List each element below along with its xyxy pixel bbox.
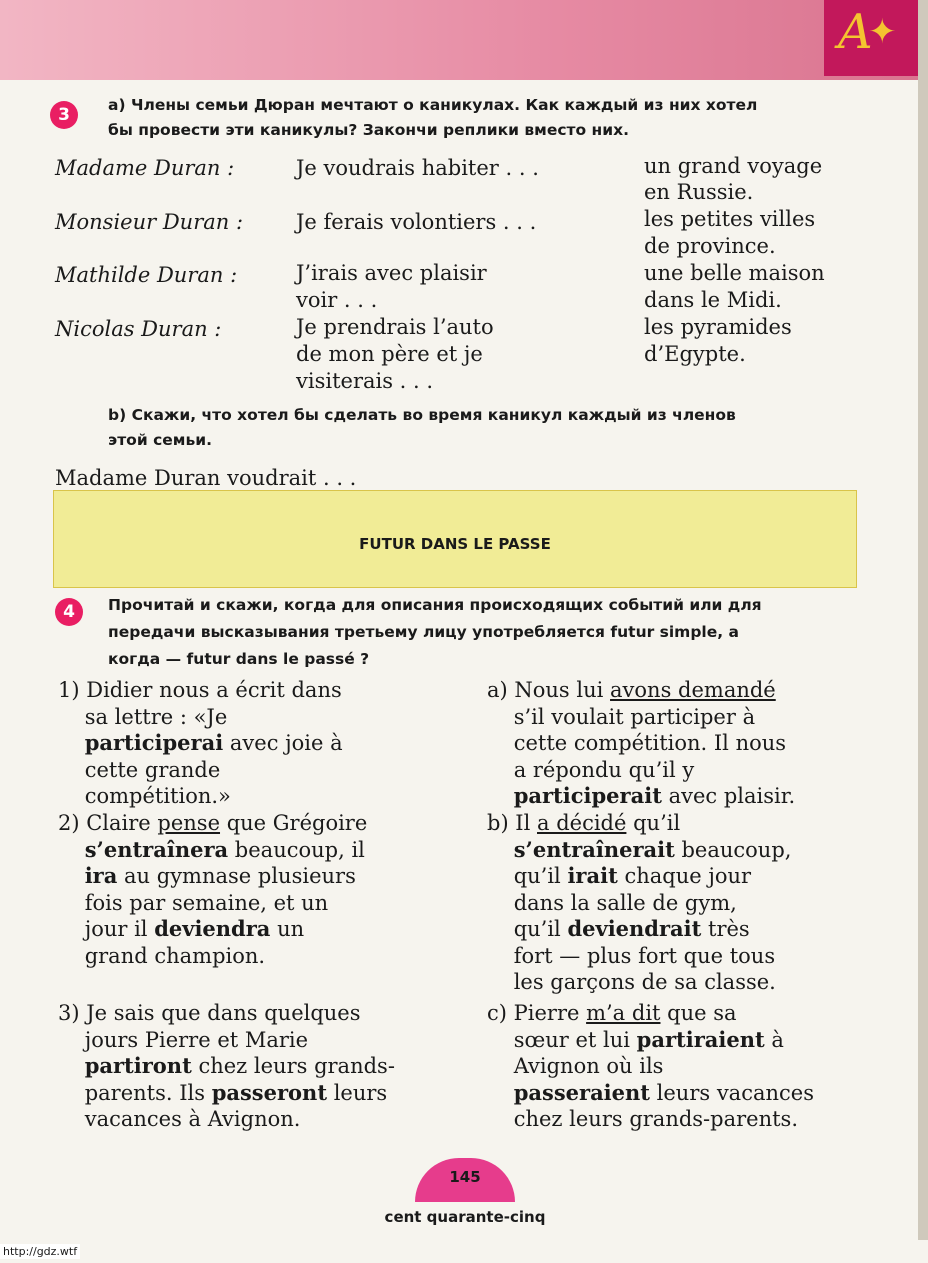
- row-start: Je ferais volontiers . . .: [296, 210, 537, 234]
- instruction-line: b) Скажи, что хотел бы сделать во время каникул каждый из членов: [108, 406, 736, 424]
- instruction-line: Прочитай и скажи, когда для описания происходящих событий или для: [108, 596, 762, 614]
- page-number: 145: [449, 1168, 481, 1186]
- instruction-line: передачи высказывания третьему лицу употребляется futur simple, а: [108, 623, 739, 641]
- row-start: Je prendrais l’auto: [296, 315, 494, 339]
- row-start: de mon père et je: [296, 342, 483, 366]
- item-2: 2) Claire pense que Grégoire s’entraînera beaucoup, il ira au gymnase plusieurs fois par semaine, et un jour il deviendra un grand champion.: [58, 811, 368, 968]
- row-start: J’irais avec plaisir: [296, 261, 487, 285]
- instruction-line: бы провести эти каникулы? Закончи реплики вместо них.: [108, 121, 630, 139]
- item-a: a) Nous lui avons demandé s’il voulait participer à cette compétition. Il nous a répondu qu’il y participerait avec plaisir.: [487, 678, 796, 808]
- top-color-band: [0, 0, 928, 80]
- row-name: Monsieur Duran :: [55, 210, 244, 234]
- exercise-3-instruction-a: [108, 93, 757, 143]
- source-url[interactable]: http://gdz.wtf: [0, 1244, 80, 1259]
- row-end: en Russie.: [644, 180, 754, 204]
- instruction-line: когда — futur dans le passé ?: [108, 650, 370, 668]
- rule-title: FUTUR DANS LE PASSE: [359, 535, 551, 553]
- exercise-3-number: 3: [50, 101, 78, 129]
- row-end: les petites villes: [644, 207, 816, 231]
- item-1: 1) Didier nous a écrit dans sa lettre : «Je participerai avec joie à cette grande compétition.»: [58, 678, 343, 808]
- badge-letter: A: [838, 4, 873, 60]
- item-b: b) Il a décidé qu’il s’entraînerait beaucoup, qu’il irait chaque jour dans la salle de gym, qu’il deviendrait très fort — plus fort que tous les garçons de sa classe.: [487, 811, 792, 994]
- exercise-3-instruction-b: [108, 403, 736, 453]
- rule-box: [53, 490, 857, 588]
- page-number-words: cent quarante-cinq: [384, 1208, 546, 1226]
- row-end: une belle maison: [644, 261, 825, 285]
- row-name: Mathilde Duran :: [55, 263, 238, 287]
- section-badge: [824, 0, 918, 76]
- instruction-line: а) Члены семьи Дюран мечтают о каникулах. Как каждый из них хотел: [108, 96, 758, 114]
- exercise-4-number: 4: [55, 598, 83, 626]
- exercise-4-instruction: [108, 592, 762, 673]
- bird-icon: ✦: [868, 12, 897, 52]
- instruction-line: этой семьи.: [108, 431, 212, 449]
- row-end: d’Egypte.: [644, 342, 746, 366]
- row-end: un grand voyage: [644, 154, 823, 178]
- row-start: voir . . .: [296, 288, 378, 312]
- example-line: Madame Duran voudrait . . .: [55, 466, 357, 490]
- row-end: de province.: [644, 234, 776, 258]
- row-start: visiterais . . .: [296, 369, 434, 393]
- row-start: Je voudrais habiter . . .: [296, 156, 539, 180]
- page-edge: [918, 0, 928, 1240]
- row-end: les pyramides: [644, 315, 792, 339]
- item-3: 3) Je sais que dans quelques jours Pierre et Marie partiront chez leurs grands- parents. Ils passeront leurs vacances à Avignon.: [58, 1001, 395, 1131]
- row-name: Madame Duran :: [55, 156, 235, 180]
- row-end: dans le Midi.: [644, 288, 782, 312]
- item-c: c) Pierre m’a dit que sa sœur et lui partiraient à Avignon où ils passeraient leurs vacances chez leurs grands-parents.: [487, 1001, 814, 1131]
- row-name: Nicolas Duran :: [55, 317, 222, 341]
